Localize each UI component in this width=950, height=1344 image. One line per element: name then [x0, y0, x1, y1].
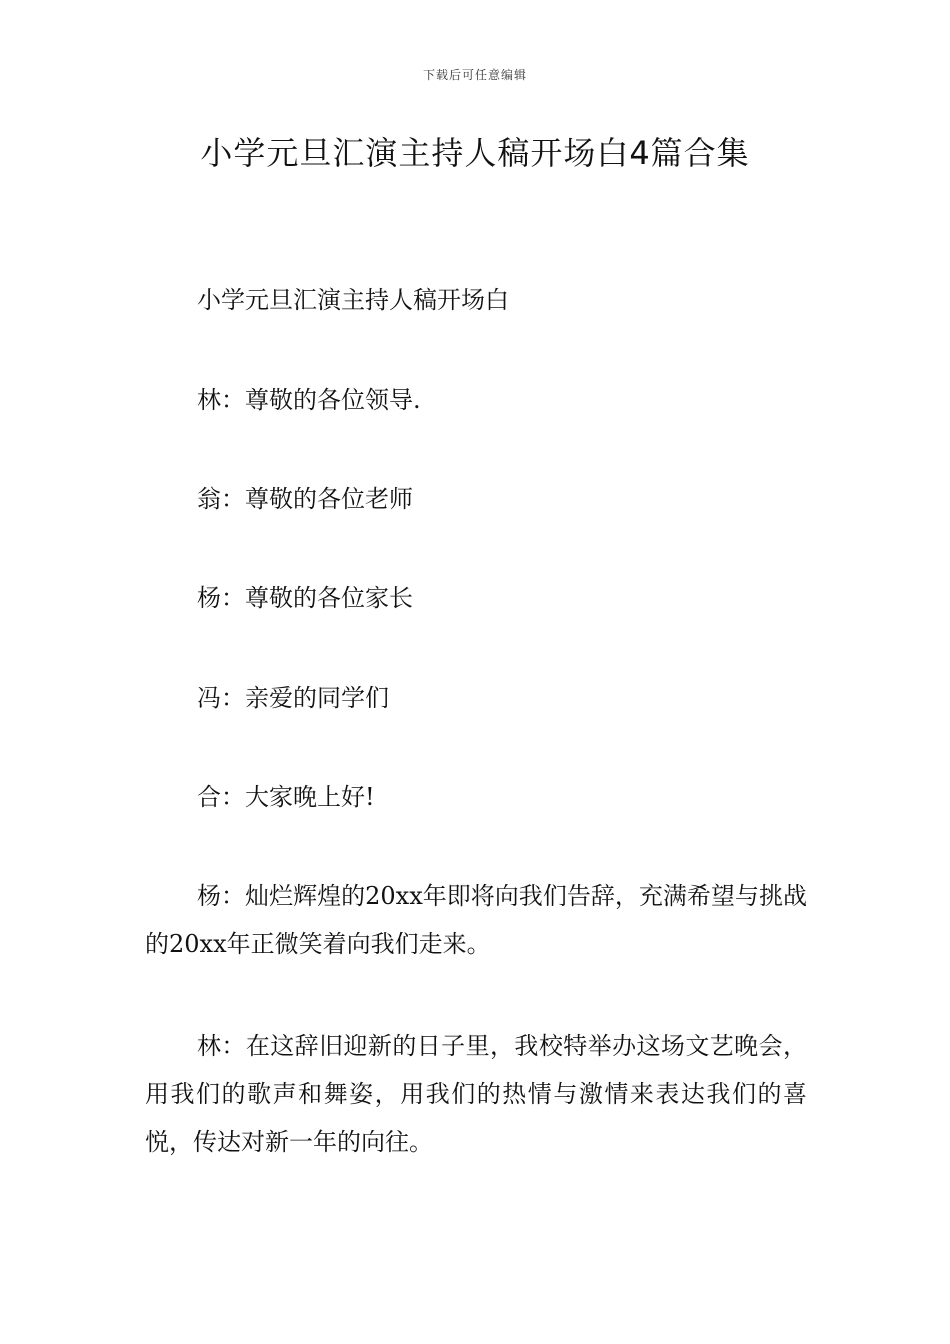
paragraph-line-lin-1: 林：尊敬的各位领导. [197, 386, 421, 414]
document-title: 小学元旦汇演主持人稿开场白4篇合集 [200, 134, 750, 172]
paragraph-line-lin-2: 林：在这辞旧迎新的日子里，我校特举办这场文艺晚会，用我们的歌声和舞姿，用我们的热情与激情来表达我们的喜悦，传达对新一年的向往。 [145, 1032, 807, 1156]
paragraph-line-he: 合：大家晚上好! [197, 783, 375, 811]
paragraph-line-yang-1: 杨：尊敬的各位家长 [197, 584, 413, 612]
paragraph-subtitle: 小学元旦汇演主持人稿开场白 [197, 286, 509, 314]
paragraph-line-feng: 冯：亲爱的同学们 [197, 684, 389, 712]
header-note: 下载后可任意编辑 [422, 68, 527, 82]
paragraph-line-yang-2: 杨：灿烂辉煌的20xx年即将向我们告辞，充满希望与挑战的20xx年正微笑着向我们走来。 [145, 882, 807, 958]
paragraph-line-weng: 翁：尊敬的各位老师 [197, 485, 413, 513]
